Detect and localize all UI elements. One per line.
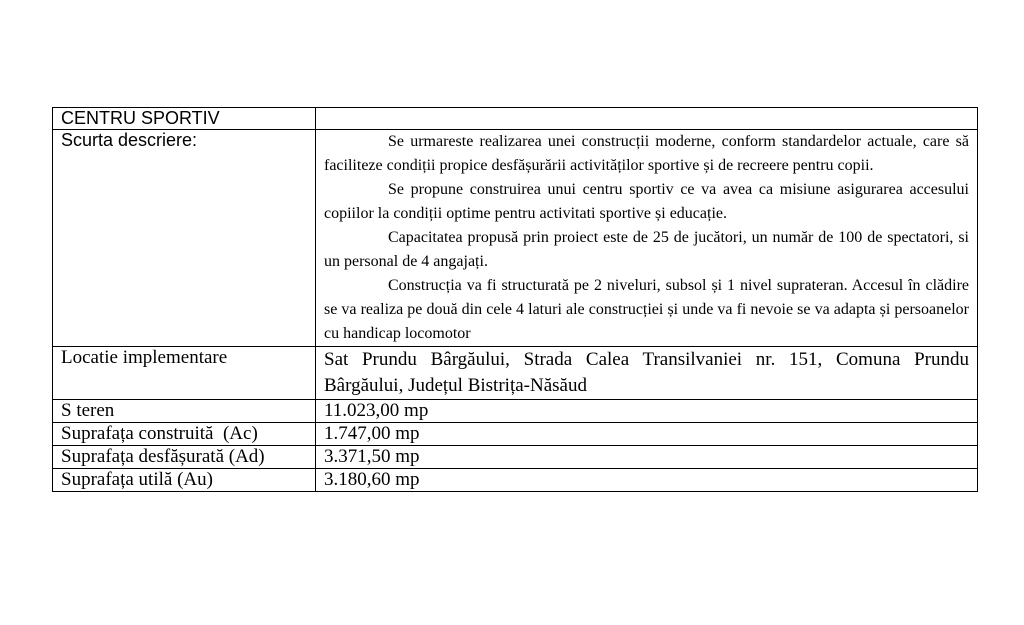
location-value: Sat Prundu Bârgăului, Strada Calea Transilvaniei nr. 151, Comuna Prundu Bârgăului, Județul Bistrița-Năsăud	[316, 347, 978, 400]
description-paragraph: Se urmareste realizarea unei construcții moderne, conform standardelor actuale, care să faciliteze condiții propice desfășurării activităților sportive și de recreere pentru copii.	[324, 133, 969, 174]
row-label: Suprafața construită (Ac)	[53, 423, 316, 446]
row-label: Suprafața utilă (Au)	[53, 469, 316, 492]
table-row	[53, 423, 978, 446]
description-paragraph: Se propune construirea unui centru sportiv ce va avea ca misiune asigurarea accesului copiilor la condiții optime pentru activitati sportive și educație.	[324, 181, 969, 222]
location-label: Locatie implementare	[53, 347, 316, 400]
row-label: Suprafața desfășurată (Ad)	[53, 446, 316, 469]
row-label: S teren	[53, 400, 316, 423]
table-row	[53, 446, 978, 469]
row-value: 3.180,60 mp	[316, 469, 978, 492]
description-paragraph: Construcția va fi structurată pe 2 niveluri, subsol și 1 nivel suprateran. Accesul în clădire se va realiza pe două din cele 4 laturi ale construcției și unde va fi nevoie se va adapta și persoanelor cu handicap locomotor	[324, 277, 969, 342]
row-value: 1.747,00 mp	[316, 423, 978, 446]
title-cell: CENTRU SPORTIV	[53, 108, 316, 130]
table-row-title	[53, 108, 978, 130]
row-value: 11.023,00 mp	[316, 400, 978, 423]
table-row	[53, 400, 978, 423]
project-spec-table	[52, 107, 978, 492]
description-cell	[316, 130, 978, 347]
row-value: 3.371,50 mp	[316, 446, 978, 469]
table-row	[53, 469, 978, 492]
title-empty-cell	[316, 108, 978, 130]
description-label: Scurta descriere:	[53, 130, 316, 347]
table-row-location	[53, 347, 978, 400]
table-row-description	[53, 130, 978, 347]
description-paragraph: Capacitatea propusă prin proiect este de 25 de jucători, un număr de 100 de spectatori, si un personal de 4 angajați.	[324, 229, 969, 270]
